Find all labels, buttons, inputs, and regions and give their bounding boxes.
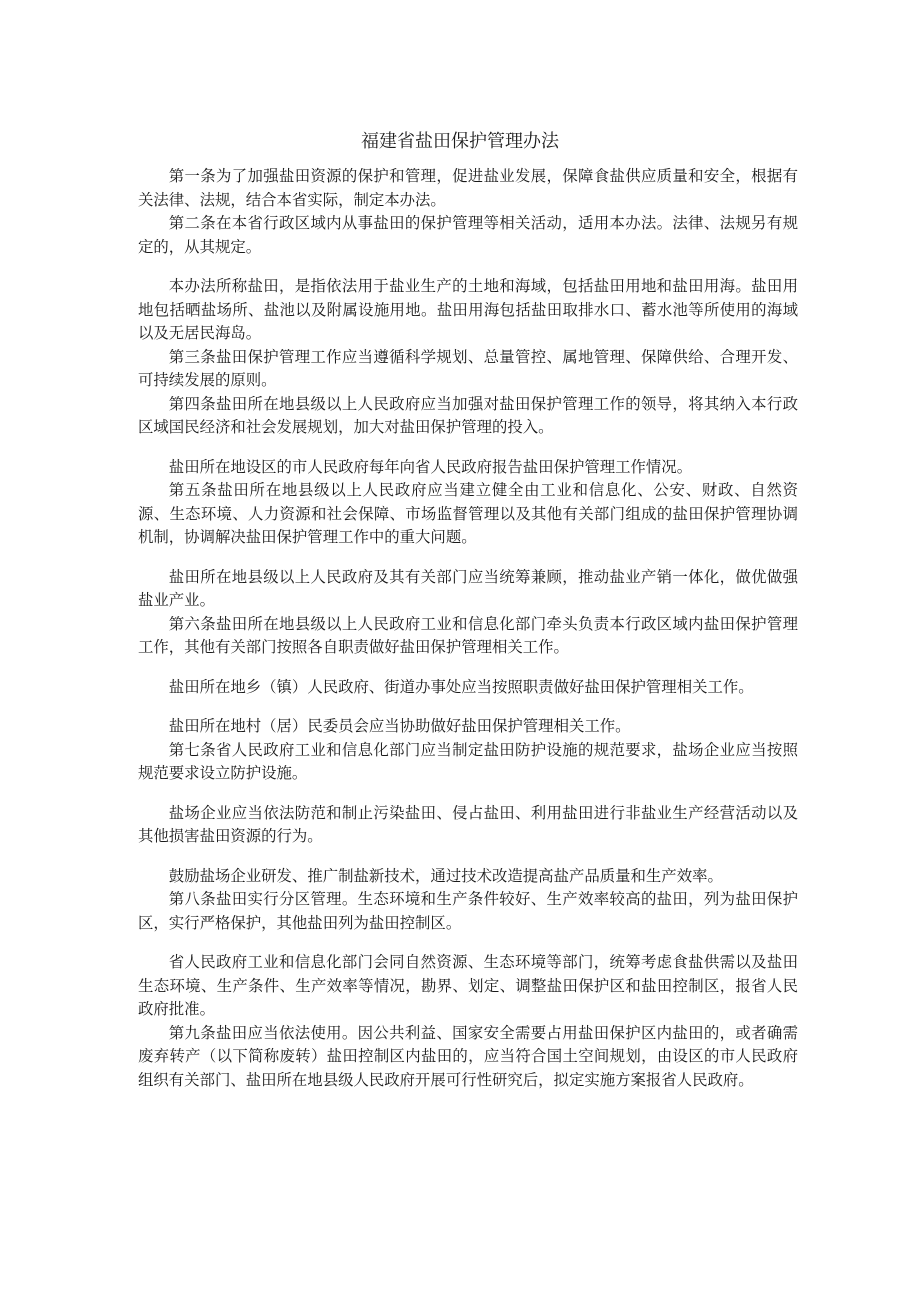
paragraph: 盐场企业应当依法防范和制止污染盐田、侵占盐田、利用盐田进行非盐业生产经营活动以及其他损害盐田资源的行为。: [138, 803, 798, 845]
paragraph-article-2: 第二条在本省行政区域内从事盐田的保护管理等相关活动，适用本办法。法律、法规另有规定的，从其规定。: [138, 214, 798, 256]
paragraph: 本办法所称盐田，是指依法用于盐业生产的土地和海域，包括盐田用地和盐田用海。盐田用地包括晒盐场所、盐池以及附属设施用地。盐田用海包括盐田取排水口、蓄水池等所使用的海域以及无居民海岛。: [138, 277, 798, 342]
paragraph-article-3: 第三条盐田保护管理工作应当遵循科学规划、总量管控、属地管理、保障供给、合理开发、可持续发展的原则。: [138, 347, 798, 389]
paragraph-article-4: 第四条盐田所在地县级以上人民政府应当加强对盐田保护管理工作的领导，将其纳入本行政区域国民经济和社会发展规划，加大对盐田保护管理的投入。: [138, 394, 798, 436]
page-title: 福建省盐田保护管理办法: [361, 131, 559, 152]
paragraph-article-6: 第六条盐田所在地县级以上人民政府工业和信息化部门牵头负责本行政区域内盐田保护管理工作，其他有关部门按照各自职责做好盐田保护管理相关工作。: [138, 614, 798, 656]
paragraph: 鼓励盐场企业研发、推广制盐新技术，通过技术改造提高盐产品质量和生产效率。: [168, 866, 723, 885]
paragraph-article-1: 第一条为了加强盐田资源的保护和管理，促进盐业发展，保障食盐供应质量和安全，根据有关法律、法规，结合本省实际，制定本办法。: [138, 167, 798, 209]
document-body: [138, 165, 798, 1092]
paragraph-article-9: 第九条盐田应当依法使用。因公共利益、国家安全需要占用盐田保护区内盐田的，或者确需废弃转产（以下简称废转）盐田控制区内盐田的，应当符合国土空间规划，由设区的市人民政府组织有关部门、盐田所在地县级人民政府开展可行性研究后，拟定实施方案报省人民政府。: [138, 1023, 798, 1089]
paragraph-article-7: 第七条省人民政府工业和信息化部门应当制定盐田防护设施的规范要求，盐场企业应当按照规范要求设立防护设施。: [138, 740, 798, 782]
paragraph: 盐田所在地乡（镇）人民政府、街道办事处应当按照职责做好盐田保护管理相关工作。: [168, 677, 754, 696]
paragraph-article-5: 第五条盐田所在地县级以上人民政府应当建立健全由工业和信息化、公安、财政、自然资源、生态环境、人力资源和社会保障、市场监督管理以及其他有关部门组成的盐田保护管理协调机制，协调解决盐田保护管理工作中的重大问题。: [138, 481, 798, 546]
paragraph: 盐田所在地村（居）民委员会应当协助做好盐田保护管理相关工作。: [168, 717, 631, 735]
paragraph-article-8: 第八条盐田实行分区管理。生态环境和生产条件较好、生产效率较高的盐田，列为盐田保护区，实行严格保护，其他盐田列为盐田控制区。: [138, 890, 798, 932]
paragraph: 盐田所在地县级以上人民政府及其有关部门应当统筹兼顾，推动盐业产销一体化，做优做强盐业产业。: [138, 567, 798, 609]
paragraph: 省人民政府工业和信息化部门会同自然资源、生态环境等部门，统筹考虑食盐供需以及盐田生态环境、生产条件、生产效率等情况，勘界、划定、调整盐田保护区和盐田控制区，报省人民政府批准。: [138, 953, 798, 1018]
paragraph: 盐田所在地设区的市人民政府每年向省人民政府报告盐田保护管理工作情况。: [168, 457, 693, 476]
